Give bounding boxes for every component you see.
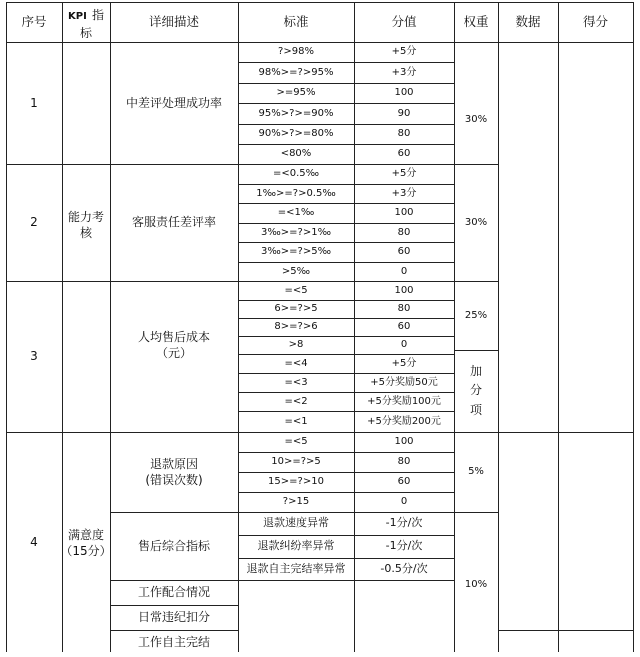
header-kpi-label: KPI — [68, 11, 87, 23]
score-cell: +5分 — [391, 357, 417, 369]
bonus-line1: 加 — [469, 364, 482, 379]
standard-cell: >5‰ — [281, 265, 311, 277]
row-number-3: 3 — [30, 349, 38, 364]
standard-cell: 退款纠纷率异常 — [257, 539, 335, 553]
detail-refund-line1: 退款原因 — [149, 456, 198, 471]
detail-2: 客服责任差评率 — [131, 215, 216, 230]
standard-cell: =<5 — [284, 284, 308, 296]
score-cell: 80 — [397, 303, 411, 315]
standard-cell: =<0.5‰ — [272, 168, 320, 180]
grid-line — [558, 2, 559, 652]
score-cell: 0 — [400, 265, 408, 277]
standard-cell: 退款速度异常 — [263, 516, 329, 530]
header-score: 分值 — [391, 13, 417, 29]
score-cell: -1分/次 — [385, 539, 423, 553]
weight-3: 25% — [464, 309, 488, 321]
score-cell: +5分 — [391, 168, 417, 180]
grid-line — [498, 630, 634, 631]
detail-3 — [110, 320, 238, 370]
standard-cell: >8 — [288, 339, 304, 351]
standard-cell: 3‰>=?>5‰ — [260, 246, 331, 258]
bonus-line3: 项 — [469, 402, 482, 417]
header-kpi-label-2: 指 — [91, 8, 104, 23]
score-cell: 100 — [394, 87, 414, 99]
standard-cell: =<2 — [284, 395, 308, 407]
standard-cell: 退款自主完结率异常 — [246, 561, 346, 575]
weight-refund: 5% — [468, 466, 484, 478]
grid-line — [633, 2, 634, 652]
standard-cell: 1‰>=?>0.5‰ — [256, 187, 336, 199]
score-cell: 60 — [397, 321, 411, 333]
score-cell: 60 — [397, 476, 411, 488]
header-kpi-label-3: 标 — [79, 25, 92, 40]
row-number-2: 2 — [30, 215, 38, 230]
standard-cell: <80% — [280, 148, 312, 160]
row-number-4: 4 — [30, 534, 38, 549]
header-standard: 标准 — [283, 13, 309, 29]
grid-line — [498, 432, 634, 433]
score-cell: 0 — [400, 339, 408, 351]
weight-1: 30% — [464, 114, 488, 126]
category-ability — [62, 200, 110, 250]
standard-cell: =<3 — [284, 376, 308, 388]
score-cell: 80 — [397, 456, 411, 468]
score-cell: +3分 — [391, 66, 417, 78]
standard-cell: =<1‰ — [277, 207, 315, 219]
detail-1: 中差评处理成功率 — [125, 95, 222, 110]
standard-cell: ?>98% — [278, 46, 314, 58]
header-data: 数据 — [515, 13, 541, 29]
standard-cell: 3‰>=?>1‰ — [260, 226, 331, 238]
row-number-1: 1 — [30, 95, 38, 110]
bonus-line2: 分 — [469, 383, 482, 398]
detail-refund-line2: (错误次数) — [145, 473, 203, 487]
detail-extra-2: 日常违纪扣分 — [137, 610, 210, 625]
standard-cell: =<4 — [284, 357, 308, 369]
weight-2: 30% — [464, 216, 488, 228]
detail-refund — [110, 432, 238, 512]
category-satisfaction-line2: （15分） — [60, 544, 112, 558]
header-seq: 序号 — [21, 13, 47, 29]
standard-cell: 10>=?>5 — [271, 456, 321, 468]
score-cell: +3分 — [391, 187, 417, 199]
detail-extra-3: 工作自主完结 — [137, 635, 210, 650]
grid-line — [498, 2, 499, 652]
standard-cell: 15>=?>10 — [268, 476, 324, 488]
score-cell: 80 — [397, 226, 411, 238]
grid-line — [238, 580, 454, 581]
detail-after-sales: 售后综合指标 — [137, 538, 210, 553]
score-cell: +5分奖励200元 — [367, 415, 441, 427]
score-cell: +5分 — [391, 46, 417, 58]
score-cell: -0.5分/次 — [380, 561, 428, 575]
header-weight: 权重 — [463, 13, 489, 29]
score-cell: 100 — [394, 207, 414, 219]
bonus-label — [454, 350, 498, 432]
standard-cell: 6>=?>5 — [274, 303, 318, 315]
category-satisfaction — [62, 518, 110, 568]
score-cell: -1分/次 — [385, 516, 423, 530]
category-ability-line2: 核 — [79, 226, 92, 240]
score-cell: 90 — [397, 107, 411, 119]
header-kpi — [62, 2, 110, 42]
detail-extra-1: 工作配合情况 — [137, 585, 210, 600]
score-cell: 80 — [397, 128, 411, 140]
standard-cell: 8>=?>6 — [274, 321, 318, 333]
category-satisfaction-line1: 满意度 — [67, 527, 104, 542]
category-ability-line1: 能力考 — [67, 209, 104, 224]
score-cell: 100 — [394, 284, 414, 296]
score-cell: +5分奖励100元 — [367, 395, 441, 407]
score-cell: 100 — [394, 436, 414, 448]
standard-cell: 98%>=?>95% — [258, 66, 334, 78]
detail-3-line2: （元） — [155, 346, 192, 360]
header-detail: 详细描述 — [148, 13, 199, 29]
standard-cell: ?>15 — [282, 496, 310, 508]
standard-cell: =<1 — [284, 415, 308, 427]
score-cell: 60 — [397, 148, 411, 160]
header-result: 得分 — [582, 13, 608, 29]
standard-cell: 90%>?>=80% — [258, 128, 334, 140]
score-cell: +5分奖励50元 — [370, 376, 438, 388]
standard-cell: 95%>?>=90% — [258, 107, 334, 119]
weight-10: 10% — [464, 578, 488, 590]
score-cell: 60 — [397, 246, 411, 258]
detail-3-line1: 人均售后成本 — [137, 329, 210, 344]
score-cell: 0 — [400, 496, 408, 508]
standard-cell: =<5 — [284, 436, 308, 448]
standard-cell: >=95% — [276, 87, 316, 99]
